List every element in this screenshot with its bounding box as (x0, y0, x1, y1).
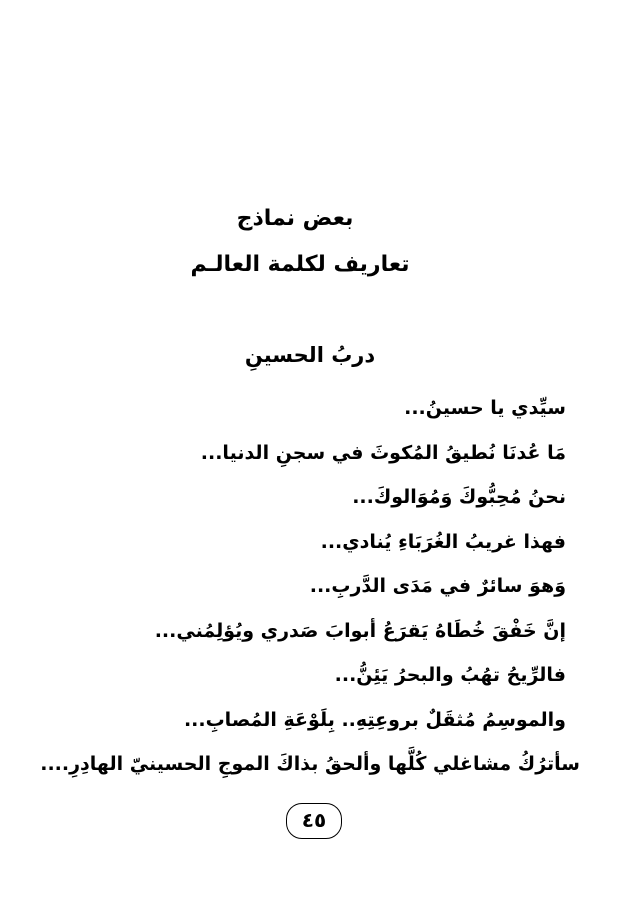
poem-line: فهذا غريبُ الغُرَبَاءِ يُنادي... (320, 530, 566, 553)
poem-line: نحنُ مُحِبُّوكَ وَمُوَالوكَ... (352, 486, 566, 508)
poem-line: سيِّدي يا حسينُ... (404, 397, 566, 419)
poem-line: فالرِّيحُ تهُبُ والبحرُ يَئِنُّ... (334, 664, 566, 686)
poem-line: مَا عُدنَا نُطيقُ المُكوثَ في سجنِ الدنيا... (200, 441, 566, 464)
poem-line: إنَّ خَفْقَ خُطَاهُ يَقرَعُ أبوابَ صَدري ويُؤلِمُني... (154, 619, 566, 642)
poem-body (40, 386, 580, 787)
page-number: ٤٥ (286, 803, 342, 839)
poem-title: دربُ الحسينِ (244, 343, 376, 367)
section-heading: بعض نماذج (236, 206, 354, 231)
poem-line: سأترُكُ مشاغلي كُلَّها وألحقُ بذاكَ الموجِ الحسينيّ الهادِرِ.... (40, 753, 580, 775)
section-subheading: تعاريف لكلمة العالـم (190, 252, 410, 277)
poem-line: والموسِمُ مُثقَلٌ بروعِتِهِ.. بِلَوْعَةِ المُصابِ... (183, 708, 566, 731)
poem-line: وَهوَ سائرٌ في مَدَى الدَّربِ... (309, 575, 566, 597)
